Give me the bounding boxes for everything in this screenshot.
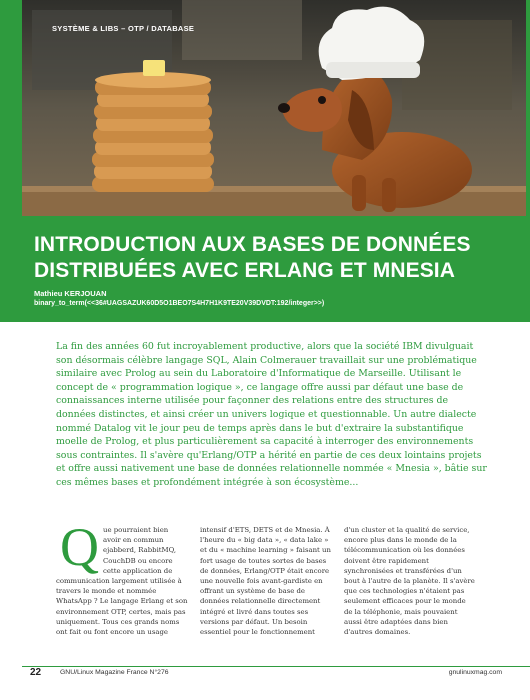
footer-rule <box>22 666 530 667</box>
body-column-2: intensif d'ETS, DETS et de Mnesia. À l'heure du « big data », « data lake » et du « machine learning » faisant un fort usage de toutes sortes de bases de données, Erlang/OTP était encore une nouvelle fois avant-gardiste en offrant un système de base de données relationnelle directement intégré et livré dans toutes ses versions par défaut. Un besoin essentiel pour le fonctionnement <box>200 526 331 637</box>
body-column-1 <box>56 525 188 637</box>
author-binary-signature: binary_to_term(<<36#UAGSAZUK60D5O1BEO7S4H7H1K9TE20V39DVDT:192/integer>>) <box>34 300 325 307</box>
pancake-stack <box>92 60 214 192</box>
drop-cap: Q <box>60 525 99 577</box>
hero-image <box>22 0 526 216</box>
website-link[interactable]: gnulinuxmag.com <box>448 669 502 676</box>
article-body <box>56 525 476 645</box>
magazine-name: GNU/Linux Magazine France N°276 <box>60 669 169 676</box>
article-intro: La fin des années 60 fut incroyablement productive, alors que la société IBM divulguait son désormais célèbre langage SQL, Alain Colmerauer travaillait sur une problématique similaire avec Prolog au sein du Laboratoire d'Informatique de Marseille. Utilisant le concept de « programmation logique », ce langage offre aussi par défaut une base de connaissances interne utilisée pour façonner des relations entre des structures de données distinctes, et ainsi créer un univers logique et questionnable. Un autre dialecte nommé Datalog vit le jour peu de temps après dans le but d'extraire la substantifique moelle de Prolog, et plus particulièrement sa capacité à interroger des environnements sous contraintes. Il s'avère qu'Erlang/OTP a hérité en partie de ces deux lointains projets et offre aussi nativement une base de données relationnelle nommée « Mnesia », bâtie sur ces mêmes bases et profondément intégrée à son écosystème... <box>56 341 487 488</box>
green-frame-left <box>0 0 22 322</box>
article-author: Mathieu KERJOUAN <box>34 289 107 298</box>
section-category: SYSTÈME & LIBS – OTP / DATABASE <box>52 24 195 33</box>
body-column-1-text: ue pourraient bien avoir en commun ejabberd, RabbitMQ, CouchDB ou encore cette application de communication largement utilisée à travers le monde et nommée WhatsApp ? Le langage Erlang et son environnement OTP, certes, mais pas uniquement. Tous ces grands noms ont fait ou font encore un usage <box>56 526 188 637</box>
article-title: INTRODUCTION AUX BASES DE DONNÉES DISTRIBUÉES AVEC ERLANG ET MNESIA <box>34 233 471 282</box>
page-number: 22 <box>30 667 42 678</box>
body-column-3: d'un cluster et la qualité de service, encore plus dans le monde de la télécommunication où les données doivent être rapidement synchronisées et transférées d'un bout à l'autre de la planète. Il s'avère que ces technologies n'étaient pas seulement efficaces pour le monde de la téléphonie, mais pouvaient aussi être adaptées dans bien d'autres domaines. <box>344 526 475 637</box>
